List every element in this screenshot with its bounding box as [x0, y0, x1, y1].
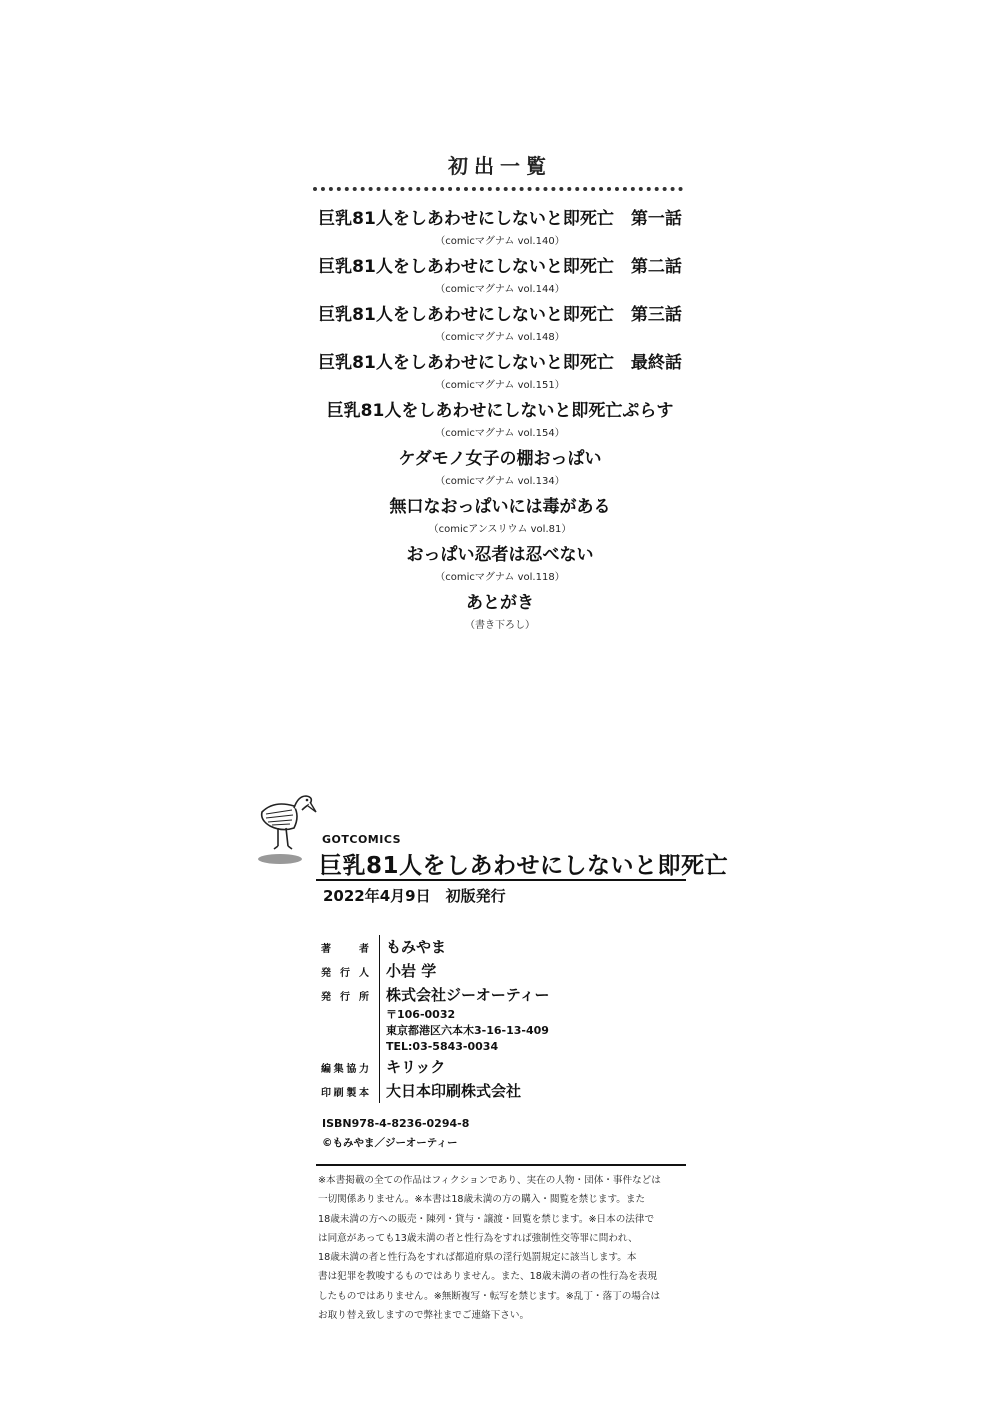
- credit-label: 印刷製本: [321, 1088, 369, 1099]
- title-divider: [316, 879, 686, 881]
- printing-credit: 大日本印刷株式会社: [386, 1082, 522, 1100]
- entry-title: おっぱい忍者は忍べない: [406, 545, 594, 565]
- list-item: [0, 544, 1000, 592]
- publisher-tel: TEL:03-5843-0034: [386, 1040, 499, 1053]
- entry-title: 巨乳81人をしあわせにしないと即死亡 第一話: [318, 209, 682, 229]
- entry-title: 巨乳81人をしあわせにしないと即死亡 第二話: [318, 257, 682, 277]
- editing-credit: キリック: [386, 1058, 446, 1076]
- author-name: もみやま: [386, 938, 447, 956]
- list-item: [0, 256, 1000, 304]
- credit-value: [379, 1055, 445, 1079]
- publisher-person: 小岩 学: [386, 962, 437, 980]
- notice-divider: [316, 1164, 686, 1166]
- legal-notice: [318, 1171, 686, 1325]
- entry-source: （comicマグナム vol.144）: [435, 284, 565, 295]
- list-item: [0, 352, 1000, 400]
- credit-row-editing: [321, 1055, 550, 1079]
- book-title: 巨乳81人をしあわせにしないと即死亡: [319, 853, 729, 879]
- entry-title: あとがき: [466, 593, 534, 613]
- list-item: [0, 592, 1000, 640]
- notice-line: ※本書掲載の全ての作品はフィクションであり、実在の人物・団体・事件などは: [318, 1175, 661, 1186]
- notice-line: お取り替え致しますので弊社までご連絡下さい。: [318, 1310, 530, 1322]
- notice-line: 18歳未満の者と性行為をすれば都道府県の淫行処罰規定に該当します。本: [318, 1252, 637, 1264]
- credit-label: 編集協力: [321, 1064, 369, 1075]
- credit-row-publisher: [321, 983, 550, 1055]
- credit-value: [379, 983, 550, 1055]
- entry-title: 巨乳81人をしあわせにしないと即死亡 最終話: [318, 353, 682, 373]
- entry-source: （comicマグナム vol.151）: [435, 380, 565, 391]
- publisher-address: 東京都港区六本木3-16-13-409: [386, 1024, 549, 1037]
- entry-source: （comicマグナム vol.148）: [435, 332, 565, 343]
- list-item: [0, 208, 1000, 256]
- copyright-notice: ©もみやま／ジーオーティー: [322, 1137, 458, 1149]
- entry-source: （comicマグナム vol.140）: [435, 236, 565, 247]
- credit-label: 発行人: [321, 968, 369, 979]
- publisher-name: 株式会社ジーオーティー: [386, 986, 550, 1004]
- entry-source: （書き下ろし）: [465, 620, 535, 631]
- list-item: [0, 448, 1000, 496]
- credit-row-printing: [321, 1079, 550, 1103]
- entry-title: 無口なおっぱいには毒がある: [389, 497, 611, 517]
- list-item: [0, 304, 1000, 352]
- entry-source: （comicマグナム vol.118）: [435, 572, 565, 583]
- credit-row-author: [321, 935, 550, 959]
- notice-line: 一切関係ありません。※本書は18歳未満の方の購入・閲覧を禁じます。また: [318, 1194, 646, 1206]
- credit-value: [379, 935, 446, 959]
- notice-line: 書は犯罪を教唆するものではありません。また、18歳未満の者の性行為を表現: [318, 1271, 657, 1283]
- entry-title: 巨乳81人をしあわせにしないと即死亡ぷらす: [326, 401, 674, 421]
- dotted-divider: [313, 187, 683, 191]
- credit-value: [379, 1079, 521, 1103]
- entry-source: （comicアンスリウム vol.81）: [428, 524, 572, 535]
- first-appearance-heading: 初出一覧: [448, 154, 552, 178]
- edition-date: 2022年4月9日 初版発行: [323, 887, 506, 905]
- series-label: GOTCOMICS: [322, 833, 402, 846]
- entry-source: （comicマグナム vol.154）: [435, 428, 565, 439]
- first-appearance-list: [0, 208, 1000, 640]
- credit-label: 著 者: [321, 944, 369, 955]
- notice-line: 18歳未満の方への販売・陳列・貸与・譲渡・回覧を禁じます。※日本の法律で: [318, 1213, 655, 1225]
- postal-code: 〒106-0032: [386, 1008, 456, 1021]
- credit-label: 発行所: [321, 992, 369, 1003]
- credit-row-publisher-person: [321, 959, 550, 983]
- isbn: ISBN978-4-8236-0294-8: [322, 1117, 470, 1130]
- entry-source: （comicマグナム vol.134）: [435, 476, 565, 487]
- credit-value: [379, 959, 436, 983]
- notice-line: は同意があっても13歳未満の者と性行為をすれば強制性交等罪に問われ、: [318, 1232, 638, 1244]
- credits-table: [321, 935, 550, 1103]
- entry-title: 巨乳81人をしあわせにしないと即死亡 第三話: [318, 305, 682, 325]
- notice-line: したものではありません。※無断複写・転写を禁じます。※乱丁・落丁の場合は: [318, 1290, 661, 1302]
- entry-title: ケダモノ女子の棚おっぱい: [398, 449, 602, 469]
- list-item: [0, 400, 1000, 448]
- list-item: [0, 496, 1000, 544]
